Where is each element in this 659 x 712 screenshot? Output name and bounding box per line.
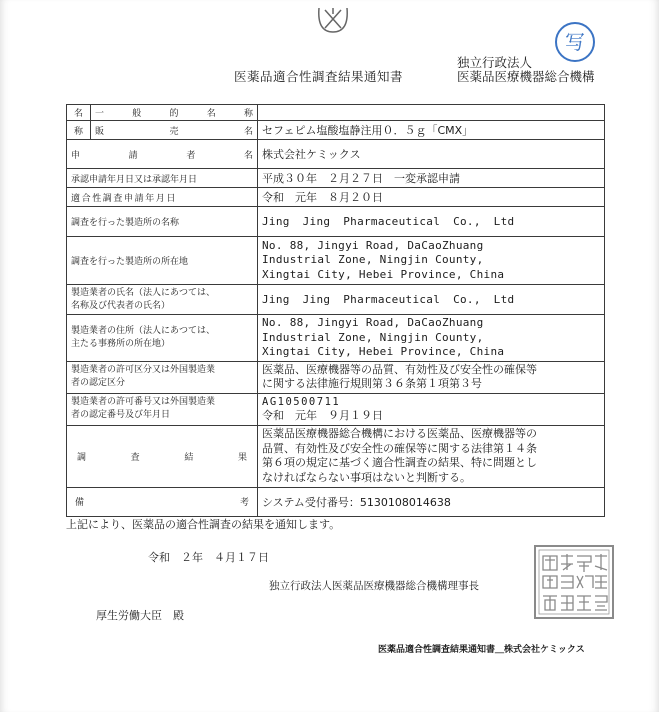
- manufacturer-name-label: 製造業者の氏名（法人にあつては、 名称及び代表者の氏名）: [67, 285, 258, 315]
- issue-date: 令和 ２年 ４月１７日: [148, 551, 269, 564]
- generic-name-value: [258, 105, 605, 121]
- document-title: 医薬品適合性調査結果通知書: [234, 69, 404, 84]
- applicant-label: 申 請 者 名: [67, 140, 258, 169]
- copy-stamp: 写: [555, 22, 595, 62]
- brand-name-value: セフェピム塩酸塩静注用０．５ｇ「CMX」: [258, 121, 605, 140]
- manufacturer-name-value: Jing Jing Pharmaceutical Co., Ltd: [258, 285, 605, 315]
- site-name-value: Jing Jing Pharmaceutical Co., Ltd: [258, 207, 605, 237]
- notice-text: 上記により、医薬品の適合性調査の結果を通知します。: [66, 518, 341, 531]
- result-table: [66, 104, 605, 517]
- emblem-icon: [313, 6, 353, 34]
- manufacturer-address-value: No. 88, Jingyi Road, DaCaoZhuang Industrial Zone, Ningjin County, Xingtai City, Hebei Province, China: [258, 315, 605, 362]
- application-date-value: 平成３０年 ２月２７日 一変承認申請: [258, 169, 605, 188]
- license-category-label: 製造業者の許可区分又は外国製造業 者の認定区分: [67, 361, 258, 393]
- addressee-text: 厚生労働大臣 殿: [96, 609, 184, 622]
- brand-name-label: 販 売 名: [91, 121, 258, 140]
- issuer-line-1: 独立行政法人: [457, 55, 533, 70]
- name-label-left-1: 名: [67, 105, 91, 121]
- site-address-value: No. 88, Jingyi Road, DaCaoZhuang Industrial Zone, Ningjin County, Xingtai City, Hebei Province, China: [258, 237, 605, 285]
- issuer-line-2: 医薬品医療機器総合機構: [457, 69, 595, 84]
- license-number-label: 製造業者の許可番号又は外国製造業 者の認定番号及び年月日: [67, 393, 258, 425]
- applicant-value: 株式会社ケミックス: [258, 140, 605, 169]
- signer-text: 独立行政法人医薬品医療機器総合機構理事長: [269, 580, 479, 592]
- footer-text: 医薬品適合性調査結果通知書＿株式会社ケミックス: [378, 645, 585, 655]
- application-date-label: 承認申請年月日又は承認年月日: [67, 169, 258, 188]
- manufacturer-address-label: 製造業者の住所（法人にあつては、 主たる事務所の所在地）: [67, 315, 258, 362]
- site-name-label: 調査を行った製造所の名称: [67, 207, 258, 237]
- issuer-block: [457, 56, 595, 84]
- generic-name-label: 一 般 的 名 称: [91, 105, 258, 121]
- license-number-value: AG10500711 令和 元年 ９月１９日: [258, 393, 605, 425]
- license-category-value: 医薬品、医療機器等の品質、有効性及び安全性の確保等 に関する法律施行規則第３６条第１項第３号: [258, 361, 605, 393]
- inspection-date-value: 令和 元年 ８月２０日: [258, 188, 605, 207]
- inspection-result-value: 医薬品医療機器総合機構における医薬品、医療機器等の 品質、有効性及び安全性の確保等に関する法律第１４条 第６項の規定に基づく適合性調査の結果、特に問題とし なければならない事項はないと判断する。: [258, 425, 605, 487]
- name-label-left-2: 称: [67, 121, 91, 140]
- inspection-result-label: 調 査 結 果: [67, 425, 258, 487]
- remarks-value: システム受付番号：5130108014638: [258, 487, 605, 516]
- remarks-label: 備 考: [67, 487, 258, 516]
- inspection-date-label: 適合性調査申請年月日: [67, 188, 258, 207]
- site-address-label: 調査を行った製造所の所在地: [67, 237, 258, 285]
- official-seal: [533, 544, 615, 620]
